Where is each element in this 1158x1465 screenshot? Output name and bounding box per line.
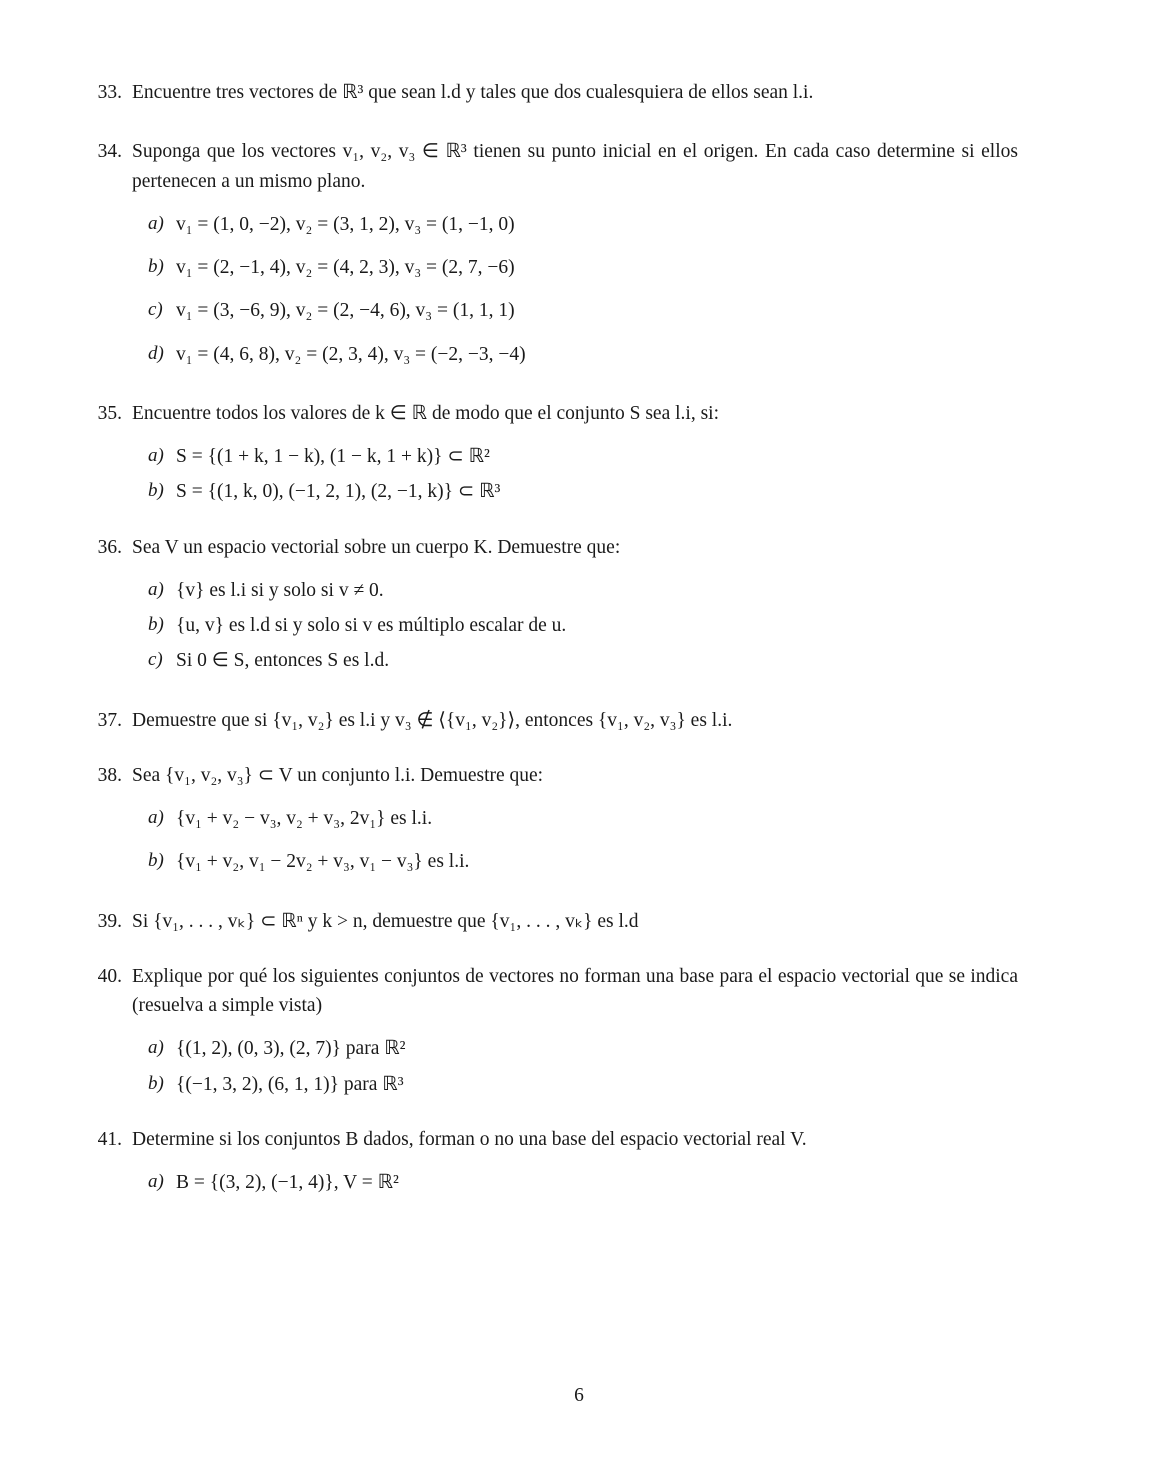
item-label: c) — [148, 299, 163, 321]
problem-item — [132, 210, 1018, 239]
item-text: v₁ = (1, 0, −2), v₂ = (3, 1, 2), v₃ = (1, −1, 0) — [176, 213, 515, 235]
problem-41 — [80, 1125, 1018, 1198]
problem-item — [132, 1034, 1018, 1063]
problem-statement: Explique por qué los siguientes conjuntos de vectores no forman una base para el espacio vectorial que se indica (resuelva a simple vista) — [132, 965, 1018, 1016]
problem-item — [132, 477, 1018, 506]
problem-item — [132, 804, 1018, 833]
problem-statement: Encuentre todos los valores de k ∈ ℝ de modo que el conjunto S sea l.i, si: — [132, 402, 719, 424]
item-text: v₁ = (4, 6, 8), v₂ = (2, 3, 4), v₃ = (−2, −3, −4) — [176, 343, 526, 365]
problem-item — [132, 442, 1018, 471]
item-text: B = {(3, 2), (−1, 4)}, V = ℝ² — [176, 1172, 399, 1193]
problem-statement: Si {v₁, . . . , vₖ} ⊂ ℝⁿ y k > n, demuestre que {v₁, . . . , vₖ} es l.d — [132, 910, 639, 932]
problem-item — [132, 611, 1018, 640]
problem-statement: Demuestre que si {v₁, v₂} es l.i y v₃ ∉ ⟨{v₁, v₂}⟩, entonces {v₁, v₂, v₃} es l.i. — [132, 709, 733, 731]
problem-statement: Suponga que los vectores v₁, v₂, v₃ ∈ ℝ³ tienen su punto inicial en el origen. En cada caso determine si ellos pertenecen a un mismo plano. — [132, 141, 1018, 192]
problem-number: 41. — [97, 1128, 122, 1150]
problem-number: 36. — [97, 536, 122, 558]
problem-statement: Sea {v₁, v₂, v₃} ⊂ V un conjunto l.i. Demuestre que: — [132, 764, 544, 786]
problem-36 — [80, 533, 1018, 676]
page-number: 6 — [574, 1385, 584, 1406]
problem-item — [132, 847, 1018, 876]
problem-number: 34. — [97, 141, 122, 163]
item-label: a) — [148, 1037, 164, 1059]
item-text: {(1, 2), (0, 3), (2, 7)} para ℝ² — [176, 1038, 406, 1060]
item-text: {v₁ + v₂, v₁ − 2v₂ + v₃, v₁ − v₃} es l.i. — [176, 851, 470, 873]
problem-number: 40. — [97, 965, 122, 987]
problem-item — [132, 253, 1018, 282]
item-label: c) — [148, 649, 163, 671]
problem-number: 35. — [97, 402, 122, 424]
item-label: b) — [148, 256, 164, 277]
problem-item — [132, 340, 1018, 369]
problem-40 — [80, 962, 1018, 1099]
item-label: d) — [148, 342, 164, 364]
problem-item — [132, 1070, 1018, 1099]
problem-number: 33. — [97, 82, 122, 103]
item-label: a) — [148, 1171, 164, 1192]
problem-number: 39. — [97, 910, 122, 932]
problem-number: 38. — [97, 764, 122, 786]
item-label: a) — [148, 807, 164, 828]
problem-item — [132, 646, 1018, 675]
problem-33 — [80, 78, 1018, 107]
item-text: {(−1, 3, 2), (6, 1, 1)} para ℝ³ — [176, 1073, 404, 1095]
item-text: {v} es l.i si y solo si v ≠ 0. — [176, 579, 384, 601]
item-text: {u, v} es l.d si y solo si v es múltiplo escalar de u. — [176, 615, 567, 636]
problem-item — [132, 296, 1018, 325]
problem-statement: Encuentre tres vectores de ℝ³ que sean l.d y tales que dos cualesquiera de ellos sean l.i. — [132, 82, 814, 103]
item-text: v₁ = (3, −6, 9), v₂ = (2, −4, 6), v₃ = (1, 1, 1) — [176, 300, 515, 322]
item-text: Si 0 ∈ S, entonces S es l.d. — [176, 650, 390, 672]
problem-number: 37. — [97, 709, 122, 731]
item-text: v₁ = (2, −1, 4), v₂ = (4, 2, 3), v₃ = (2, 7, −6) — [176, 257, 515, 278]
item-label: a) — [148, 445, 164, 466]
item-text: S = {(1 + k, 1 − k), (1 − k, 1 + k)} ⊂ ℝ² — [176, 446, 490, 467]
item-label: b) — [148, 850, 164, 872]
problem-statement: Determine si los conjuntos B dados, forman o no una base del espacio vectorial real V. — [132, 1128, 807, 1150]
problem-statement: Sea V un espacio vectorial sobre un cuerpo K. Demuestre que: — [132, 536, 621, 558]
item-label: a) — [148, 212, 164, 234]
problem-34 — [80, 137, 1018, 369]
problem-38 — [80, 761, 1018, 877]
item-text: {v₁ + v₂ − v₃, v₂ + v₃, 2v₁} es l.i. — [176, 808, 433, 829]
item-label: b) — [148, 614, 164, 635]
problem-item — [132, 576, 1018, 605]
problem-37 — [80, 706, 1018, 735]
item-label: b) — [148, 480, 164, 502]
item-label: b) — [148, 1072, 164, 1094]
problem-39 — [80, 907, 1018, 936]
problem-item — [132, 1168, 1018, 1197]
item-text: S = {(1, k, 0), (−1, 2, 1), (2, −1, k)} ⊂ ℝ³ — [176, 481, 501, 503]
item-label: a) — [148, 578, 164, 600]
problem-35 — [80, 399, 1018, 507]
